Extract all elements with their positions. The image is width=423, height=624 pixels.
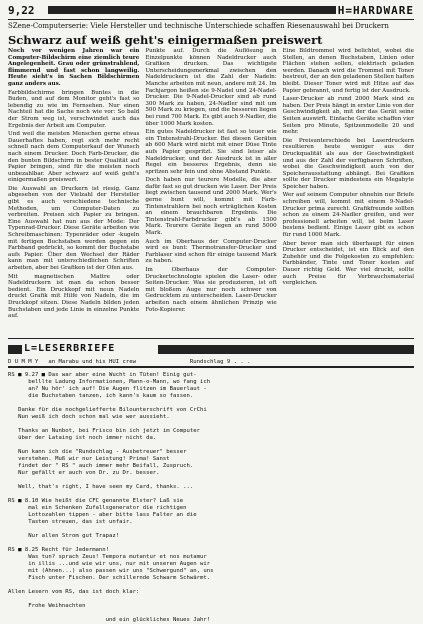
letter-line: in illis ...und wie wir uns, nur mit unseren Augen wir [8,561,211,567]
article-column [145,48,276,335]
article-paragraph: Ein gutes Nadeldrucker ist fast so teuer wie ein Tintenstrahl-Drucker. Bei diesen Geräten ab 600 Mark wird nicht mit einer Düse Tinte aufs Papier gespritzt. Sie sind leiser als Nadeldrucker, und der Ausdruck ist in aller Regel ein besseres Ergebnis, denn sie spritzen sehr fein und ohne Abstand Punkte. [145,129,277,175]
article-paragraph: Farbbildschirme bringen Buntes in die Buden, und auf dem Monitor geht's fast so lebendig zu wie im Fernsehen. Nur einen Nachteil hat die Sache noch wie vor: So bald der Strom weg ist, verschwindet auch das Ergebnis der Arbeit am Computer. [8,89,140,129]
letter-line: Nun kann ich die "Rundschlag - Ausbetreuer" besser [8,449,187,455]
letters-header [8,343,414,357]
article-paragraph: Die Auswahl an Druckern ist riesig. Ganz abgesehen von der Vielzahl der Hersteller gibt es auch verschiedene technische Methoden, um Computer-Daten zu verbreiten. Preisen sich Papier zu bringen. Eine Auswahl hat nun aus der Mode: Der Typenrad-Drucker. Diese Geräte arbeiten wie Schreibmaschinen: Typenräder oder -kugeln mit fertigen Buchstaben werden gegen ein Farbband gedrückt, so kommt der Buchstabe aufs Papier. Über den Wechsel der Räder kann man mit unterschiedlichen Schriften arbeiten, aber bei Grafiken ist der Ofen aus. [8,185,140,271]
letters-subheader: D U M M Y an Marabu und his HUI crew Rundschlag 9 . . . [8,359,251,365]
letters-bar [158,345,414,354]
letter-line: Tasten streuen, das ist unfair. [8,519,133,525]
article-paragraph: Mit magnetischen Mattre oder Nadeldruckern ist man da schon besser bedient. Ein Druckkopf mit neun Nadeln druckt Grafik mit Hilfe von Nadeln, die im Druckkopf sitzen. Diese Nadeln bilden jeden Buchstaben und jede Linie in einzelne Punkte auf. [8,273,140,320]
header-bar [48,6,336,14]
letter-line: die Buchstaben tanzen, ich kann's kaum so fassen. [8,393,194,399]
letter-line [8,442,418,449]
letter-line: belllte Ladung Informationen, Mann-o-Mann, wo fang ich [8,379,211,385]
letter-line: findet der " RS " auch immer mehr Beifall, Zuspruch. [8,463,194,469]
article-rule [8,338,414,339]
section-name: H=HARDWARE [337,4,414,17]
letter-line: an? Nu hör' ich auf! Die Augen flitzen im Bauerlaut - [8,386,207,392]
letter-line: Well, that's right, I have seen my Card, thanks. ... [8,484,194,490]
letter-line: Thanks an Nunbot, bei Frisco bin ich jetzt im Computer [8,428,200,434]
article-paragraph: Noch vor wenigen Jahren war ein Computer-Bildschirm eine ziemlich teure Angelegenheit. Grau oder grünstrahlend, flimmernd und fast schon langweilig. Heute sieht's in Sachen Bildschirmen ganz anders aus. [8,48,140,87]
letter-line: RS ■ 8.25 Recht für Jedermann! [8,547,110,553]
letter-line [8,477,418,484]
header-rule [8,19,414,20]
article-kicker: SZene-Computerserie: Viele Hersteller und technische Unterschiede schaffen Riesenauswahl bei Druckern [8,22,389,30]
letter-line [8,540,418,547]
article-paragraph: Punkte auf. Durch die Auflösung in Einzelpunkte können Nadeldrucker auch Grafiken drucken. Das wichtigste Unterscheidungsmerkmal zwischen den Nadeldruckern ist die Zahl der Nadeln: Manche arbeiten mit neun, andere mit 24. Im Fachjargon heißen sie 9-Nadel und 24-Nadel-Drucker. Die 9-Nadel-Drucker sind ab rund 300 Mark zu haben, 24-Nadler sind mit um 500 Mark zu kriegen, und die besseren liegen bei rund 700 Mark. Es gibt auch 9-Nadler, die über 1000 Mark kosten. [145,48,277,127]
letter-line: RS ■ 9.27 ■ Das war aber eine Wucht in Tüten! Einig gut- [8,372,197,378]
article-column [8,48,139,335]
letter-line: Frohe Weihnachten [8,603,86,609]
article-paragraph: Auch im Oberhaus der Computer-Drucker wird es bunt: Thermotransfer-Drucker und Farblaser sind schon für einige tausend Mark zu haben. [145,238,277,265]
letter-line: verstehen. Muß wir nur Leistung! Prima! Sanst [8,456,170,462]
letter-line: Was tun? sprach Zeus! Tempora mutantur et nos mutamur [8,554,207,560]
article-paragraph: Wer auf seinem Computer ohnehin nur Briefe schreiben will, kommt mit einem 9-Nadel-Drucker prima zurecht. Grafikfreunde sollten schon zu einem 24-Nadler greifen, und wer professionell arbeiten will, ist beim Laser bestens bedient. Einige Laser gibt es schon für rund 1000 Mark. [282,192,414,239]
letters-title: L=LESERBRIEFE [24,343,116,354]
letter-line [8,400,418,407]
letter-line: und ein glückliches Neues Jahr! [8,617,211,623]
letter-line [8,610,418,617]
letters-block [8,345,22,354]
letter-line [8,596,418,603]
article-paragraph: Aber bevor man sich überhaupt für einen Drucker entscheidet, ist ein Blick auf den Zubehör und die Folgekosten zu empfehlen: Farbbänder, Tinte und Toner kosten auf Dauer richtig Geld. Wer viel druckt, sollte auch Preise für Verbrauchsmaterial vergleichen. [282,240,414,287]
letters-rule [8,366,414,368]
article-paragraph: Die Preisunterschiede bei Laserdruckern resultieren heute weniger aus der Druckqualität als aus der Geschwindigkeit und aus der Zahl der verfügbaren Schriften, wobei die Geschwindigkeit auch von der Speicherausstattung abhängt. Bei Grafiken sollte der Drucker mindestens ein Megabyte Speicher haben. [282,137,414,190]
letter-line: Fisch unter Fischen. Der schillernde Schwarm Schwärmt. [8,575,211,581]
letters-body [8,372,418,623]
article-paragraph: Im Oberhaus der Computer-Druckertechnologie spielen die Laser- oder Seiten-Drucker. Was sie produzieren, ist oft mit bloßem Auge nur noch schwer von Gedrucktem zu unterscheiden. Laser-Drucker arbeiten nach einem ähnlichen Prinzip wie Foto-Kopierer. [145,267,277,313]
letter-line: mal ein Schenken Zufallsgenerator die richtigen [8,505,187,511]
letter-line [8,491,418,498]
letter-line: Lottozahlen tippen - aber bitte lass Falter an die [8,512,197,518]
letter-line: Allen Lesern vom RS, das ist doch klar: [8,589,140,595]
letter-line: Nur gefällt er auch von Dr. zu Dr. besser. [8,470,160,476]
letter-line [8,582,418,589]
article-column [283,48,414,335]
page-header [8,4,414,19]
letter-line [8,421,418,428]
article-paragraph: Eine Bildtrommel wird belichtet, wobei die Stellen, an denen Buchstaben, Linien oder Flächen stehen sollen, elektrisch geladen werden. Danach wird die Trommel mit Toner bestreut, der an den geladenen Stellen haften bleibt. Dieser Toner wird mit Hitze auf das Papier gebrannt, und fertig ist der Ausdruck. [282,48,414,94]
letter-line: Nun weiß ich doch schon mal wie wer aussieht. [8,414,170,420]
letter-line: RS ■ 8.10 Wie heißt die CFC genannte Elster? Laß sie [8,498,184,504]
article-paragraph: Und weil die meisten Menschen gerne etwas Dauerhaftes haben, regt sich mehr recht schnell nach dem Computerkauf der Wunsch nach einem Drucker. Doch Farb-Drucker, die den bunten Bildschirm in bester Qualität auf Papier bringen, sind für die meisten noch unbezahlbar. Aber schwarz auf weiß geht's einigermaßen preiswert. [8,131,140,184]
article-paragraph: Doch haben nur teurere Modelle, die aber dafür fast so gut drucken wie Laser. Der Preis liegt zwischen tausend und 2000 Mark. Wer's gerne bunt will, kommt mit Farb-Tintenstrahlern bei noch erträglichen Kosten an einem brauchbaren Ergebnis. Die Tintenstrahl-Farbdrucker gibt's ab 1500 Mark. Teurere Geräte liegen an rund 5000 Mark. [145,177,277,237]
article-paragraph: Laser-Drucker ab rund 2000 Mark sind zu haben. Der Preis hängt in erster Linie von der Geschwindigkeit ab, mit der das Gerät seine Seiten auswirft. Einfache Geräte schaffen vier Seiten pro Minute, Spitzenmodelle 20 und mehr. [282,96,414,136]
article-headline: Schwarz auf weiß geht's einigermaßen preiswert [8,33,323,47]
letter-line: mit (Ahnen...) also passen wir uns "Schwergund" an, uns [8,568,214,574]
letter-line [8,526,418,533]
letter-line: über der Lataing ist noch immer nicht da. [8,435,157,441]
article-body [8,48,414,335]
letter-line: Danke für die nochgeliefferte Bilounterschrift von CrChi [8,407,207,413]
page-date: 9,22 [8,4,35,17]
letter-line: Nur allen Strom gut Trapaz! [8,533,120,539]
